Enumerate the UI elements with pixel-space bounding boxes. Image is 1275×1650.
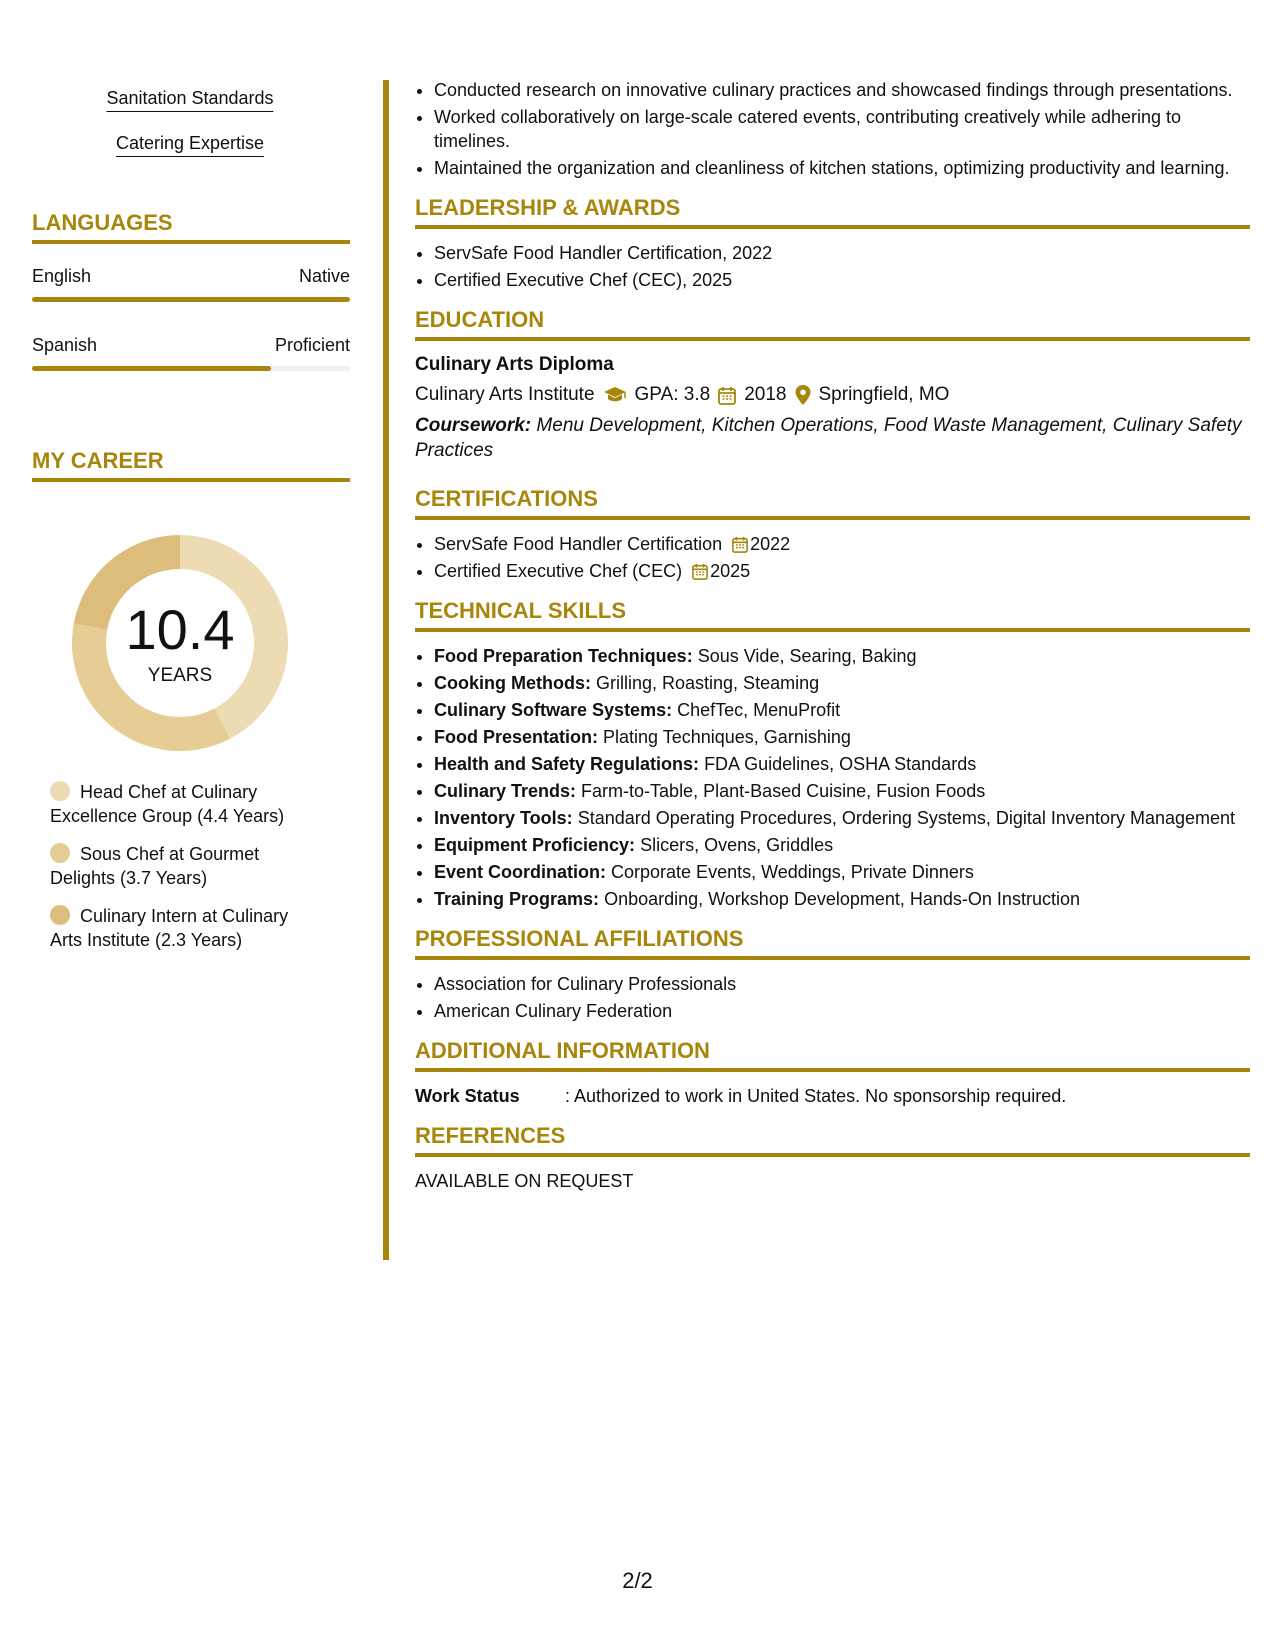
list-item bbox=[434, 806, 1250, 830]
language-bar-spanish bbox=[32, 366, 350, 371]
legend-dot bbox=[50, 781, 70, 801]
skill-label: Culinary Trends: bbox=[434, 781, 577, 801]
legend-label: Culinary Intern at Culinary Arts Institute (2.3 Years) bbox=[50, 906, 289, 950]
location-pin-icon bbox=[795, 385, 811, 405]
career-heading: MY CAREER bbox=[32, 448, 350, 482]
calendar-icon bbox=[692, 563, 708, 580]
list-item bbox=[434, 671, 1250, 695]
work-status-label: Work Status bbox=[415, 1086, 520, 1106]
career-total-unit: YEARS bbox=[147, 665, 213, 686]
language-name: English bbox=[32, 266, 92, 286]
list-item: • Association for Culinary Professionals bbox=[434, 972, 1250, 996]
language-row-spanish bbox=[32, 335, 350, 356]
education-coursework bbox=[415, 413, 1250, 463]
language-bar-fill bbox=[32, 297, 350, 302]
skill-label: Health and Safety Regulations: bbox=[434, 754, 700, 774]
language-row-english bbox=[32, 266, 350, 287]
education-gpa: GPA: 3.8 bbox=[634, 384, 711, 405]
list-item bbox=[434, 644, 1250, 668]
language-name: Spanish bbox=[32, 335, 98, 355]
skill-value: Sous Vide, Searing, Baking bbox=[697, 646, 917, 666]
work-status-row bbox=[415, 1084, 1250, 1108]
list-item bbox=[434, 887, 1250, 911]
education-location: Springfield, MO bbox=[818, 384, 950, 405]
education-school: Culinary Arts Institute bbox=[415, 384, 595, 405]
education-meta bbox=[415, 383, 1250, 407]
coursework-list: Menu Development, Kitchen Operations, Food Waste Management, Culinary Safety Practices bbox=[415, 415, 1242, 461]
experience-bullets bbox=[415, 78, 1250, 180]
legend-dot bbox=[50, 905, 70, 925]
list-item bbox=[434, 860, 1250, 884]
list-item: • American Culinary Federation bbox=[434, 999, 1250, 1023]
certifications-heading: CERTIFICATIONS bbox=[415, 485, 1250, 520]
skill-value: Onboarding, Workshop Development, Hands-On Instruction bbox=[604, 889, 1080, 909]
list-item bbox=[434, 725, 1250, 749]
skill-label: Food Preparation Techniques: bbox=[434, 646, 693, 666]
list-item bbox=[434, 752, 1250, 776]
skill-label: Food Presentation: bbox=[434, 727, 599, 747]
skill-catering-expertise[interactable]: Catering Expertise bbox=[116, 133, 264, 157]
skill-sanitation-standards[interactable]: Sanitation Standards bbox=[106, 88, 273, 112]
skill-value: Farm-to-Table, Plant-Based Cuisine, Fusion Foods bbox=[581, 781, 986, 801]
language-level: Native bbox=[298, 266, 350, 286]
references-heading: REFERENCES bbox=[415, 1122, 1250, 1157]
skill-label: Inventory Tools: bbox=[434, 808, 573, 828]
language-bar-english bbox=[32, 297, 350, 302]
list-item: • ServSafe Food Handler Certification, 2022 bbox=[434, 241, 1250, 265]
certification-name: Certified Executive Chef (CEC) bbox=[434, 561, 683, 581]
technical-skills-list bbox=[415, 644, 1250, 911]
education-year: 2018 bbox=[744, 384, 787, 405]
career-legend-item bbox=[50, 842, 310, 890]
certification-name: ServSafe Food Handler Certification bbox=[434, 534, 723, 554]
leadership-list bbox=[415, 241, 1250, 292]
skill-value: ChefTec, MenuProfit bbox=[677, 700, 841, 720]
affiliations-list bbox=[415, 972, 1250, 1023]
career-legend-item bbox=[50, 780, 310, 828]
career-legend-item bbox=[50, 904, 310, 952]
skill-label: Training Programs: bbox=[434, 889, 600, 909]
certification-item bbox=[434, 532, 1250, 556]
left-column bbox=[0, 0, 370, 1300]
right-column bbox=[415, 78, 1250, 1193]
skill-value: Plating Techniques, Garnishing bbox=[603, 727, 851, 747]
list-item: • Maintained the organization and cleanliness of kitchen stations, optimizing productivity and learning. bbox=[434, 156, 1250, 180]
references-text: AVAILABLE ON REQUEST bbox=[415, 1171, 634, 1191]
list-item bbox=[434, 698, 1250, 722]
skill-value: FDA Guidelines, OSHA Standards bbox=[704, 754, 977, 774]
list-item: • Conducted research on innovative culinary practices and showcased findings through presentations. bbox=[434, 78, 1250, 102]
work-status-value: : Authorized to work in United States. No sponsorship required. bbox=[565, 1086, 1067, 1106]
language-level: Proficient bbox=[274, 335, 350, 355]
graduation-cap-icon bbox=[603, 386, 627, 404]
skill-label: Event Coordination: bbox=[434, 862, 606, 882]
education-heading: EDUCATION bbox=[415, 306, 1250, 341]
legend-label: Head Chef at Culinary Excellence Group (4.4 Years) bbox=[50, 782, 285, 826]
education-degree: Culinary Arts Diploma bbox=[415, 354, 614, 375]
legend-dot bbox=[50, 843, 70, 863]
leadership-heading: LEADERSHIP & AWARDS bbox=[415, 194, 1250, 229]
language-bar-fill bbox=[32, 366, 271, 371]
skill-value: Slicers, Ovens, Griddles bbox=[640, 835, 834, 855]
career-total-years: 10.4 bbox=[125, 598, 235, 661]
certification-year: 2025 bbox=[710, 561, 751, 581]
list-item bbox=[434, 779, 1250, 803]
skill-label: Cooking Methods: bbox=[434, 673, 591, 693]
list-item bbox=[434, 833, 1250, 857]
page-number: 2/2 bbox=[622, 1568, 653, 1593]
skill-label: Equipment Proficiency: bbox=[434, 835, 636, 855]
languages-heading: LANGUAGES bbox=[32, 210, 350, 244]
skill-value: Grilling, Roasting, Steaming bbox=[596, 673, 820, 693]
certification-year: 2022 bbox=[750, 534, 791, 554]
skill-value: Standard Operating Procedures, Ordering Systems, Digital Inventory Management bbox=[577, 808, 1236, 828]
certification-item bbox=[434, 559, 1250, 583]
legend-label: Sous Chef at Gourmet Delights (3.7 Years) bbox=[50, 844, 260, 888]
coursework-label: Coursework: bbox=[415, 415, 532, 436]
list-item: • Worked collaboratively on large-scale catered events, contributing creatively while adhering to timelines. bbox=[434, 105, 1250, 153]
affiliations-heading: PROFESSIONAL AFFILIATIONS bbox=[415, 925, 1250, 960]
additional-info-heading: ADDITIONAL INFORMATION bbox=[415, 1037, 1250, 1072]
list-item: • Certified Executive Chef (CEC), 2025 bbox=[434, 268, 1250, 292]
skill-label: Culinary Software Systems: bbox=[434, 700, 673, 720]
column-divider bbox=[383, 80, 389, 1260]
technical-skills-heading: TECHNICAL SKILLS bbox=[415, 597, 1250, 632]
certifications-list bbox=[415, 532, 1250, 583]
calendar-icon bbox=[732, 536, 748, 553]
calendar-icon bbox=[718, 386, 736, 405]
skill-value: Corporate Events, Weddings, Private Dinners bbox=[611, 862, 974, 882]
